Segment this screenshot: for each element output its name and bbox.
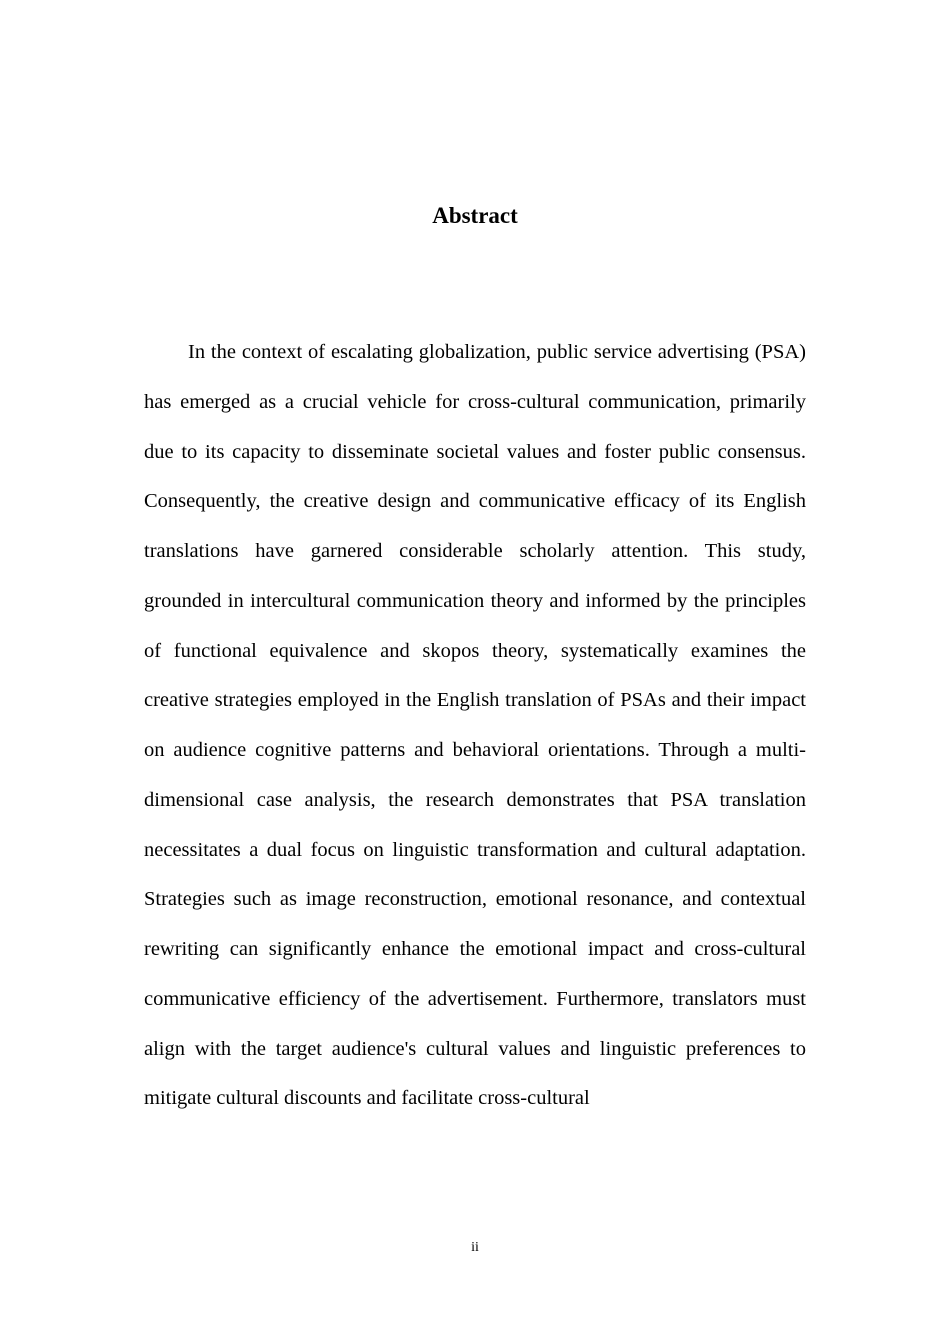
page-number: ii	[471, 1240, 479, 1255]
abstract-paragraph: In the context of escalating globalization, public service advertising (PSA) has emerged as a crucial vehicle for cross-cultural communication, primarily due to its capacity to disseminate societal values and foster public consensus. Consequently, the creative design and communicative efficacy of its English translations have garnered considerable scholarly attention. This study, grounded in intercultural communication theory and informed by the principles of functional equivalence and skopos theory, systematically examines the creative strategies employed in the English translation of PSAs and their impact on audience cognitive patterns and behavioral orientations. Through a multi-dimensional case analysis, the research demonstrates that PSA translation necessitates a dual focus on linguistic transformation and cultural adaptation. Strategies such as image reconstruction, emotional resonance, and contextual rewriting can significantly enhance the emotional impact and cross-cultural communicative efficiency of the advertisement. Furthermore, translators must align with the target audience's cultural values and linguistic preferences to mitigate cultural discounts and facilitate cross-cultural	[144, 341, 806, 1110]
page-title: Abstract	[432, 203, 518, 228]
